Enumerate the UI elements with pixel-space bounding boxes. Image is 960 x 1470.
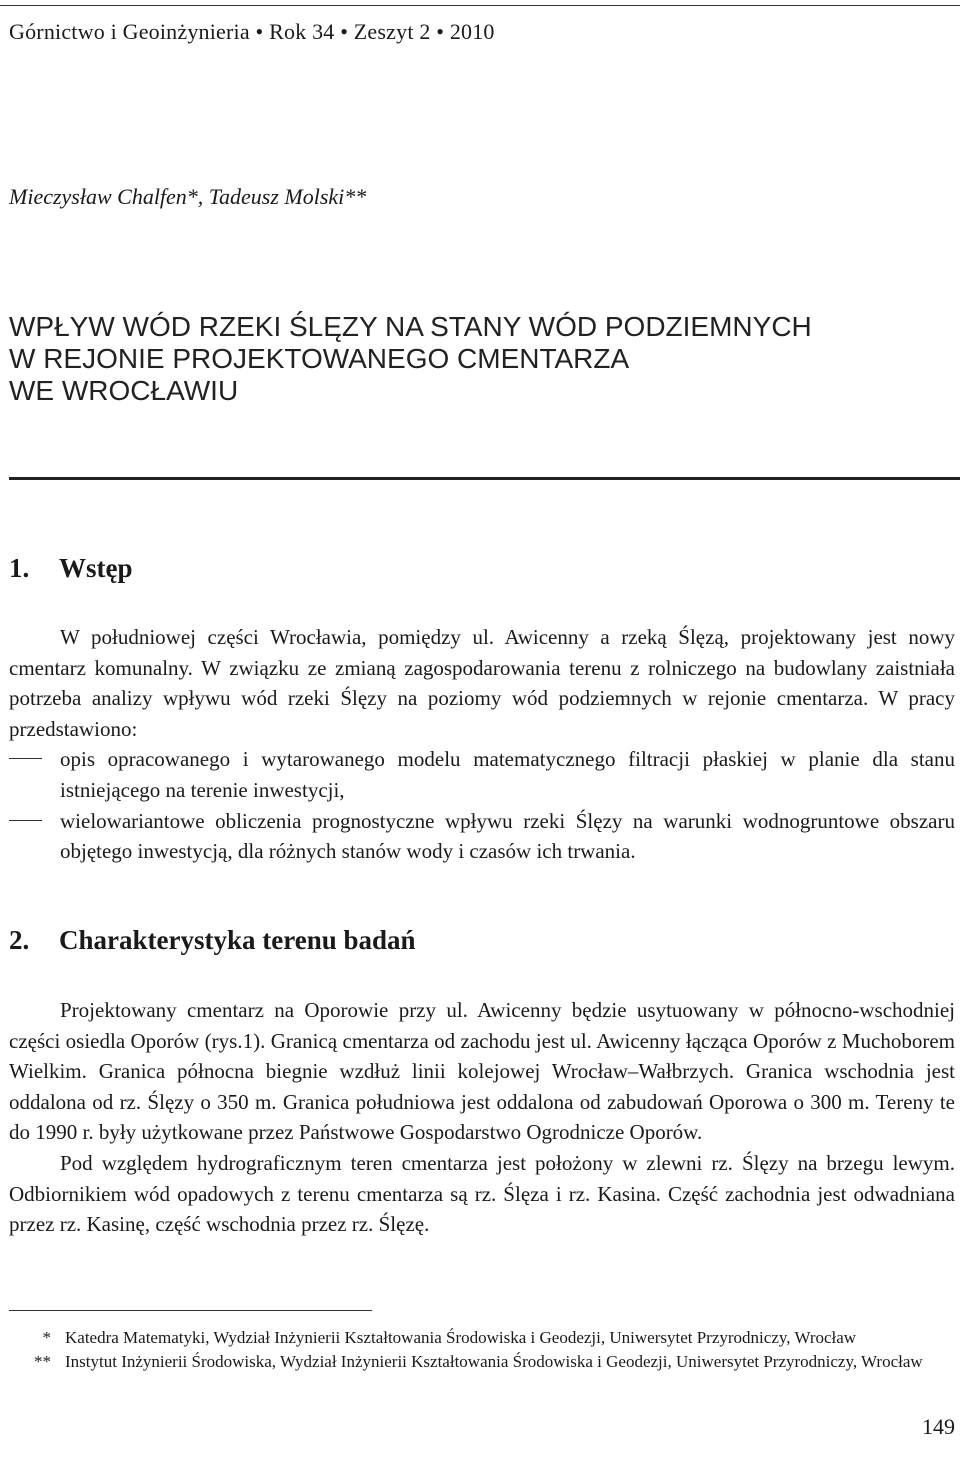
footnote-rule xyxy=(9,1310,372,1311)
section-number: 1. xyxy=(9,553,30,583)
top-rule xyxy=(0,5,960,6)
footnotes xyxy=(9,1326,955,1374)
footnote-mark: * xyxy=(42,1328,51,1347)
paragraph: Pod względem hydrograficznym teren cmentarza jest położony w zlewni rz. Ślęzy na brzegu lewym. Odbiornikiem wód opadowych z terenu cmentarza są rz. Ślęza i rz. Kasina. Część zachodnia jest odwadniana przez rz. Kasinę, część wschodnia przez rz. Ślęzę. xyxy=(9,1150,955,1237)
dash-bullet xyxy=(9,758,42,759)
footnote-mark: ** xyxy=(34,1352,51,1371)
dash-bullet xyxy=(9,820,42,821)
list-item-text: wielowariantowe obliczenia prognostyczne wpływu rzeki Ślęzy na warunki wodnogruntowe obszaru objętego inwestycją, dla różnych stanów wody i czasów ich trwania. xyxy=(60,808,955,864)
section-heading-1 xyxy=(9,553,133,584)
title-line: W REJONIE PROJEKTOWANEGO CMENTARZA xyxy=(9,343,630,374)
title-rule xyxy=(9,477,960,480)
list-item xyxy=(9,806,955,867)
paragraph: W południowej części Wrocławia, pomiędzy ul. Awicenny a rzeką Ślęzą, projektowany jest nowy cmentarz komunalny. W związku ze zmianą zagospodarowania terenu z rolniczego na budowlany zaistniała potrzeba analizy wpływu wód rzeki Ślęzy na poziomy wód podziemnych w rejonie cmentarza. W pracy przedstawiono: xyxy=(9,625,955,741)
list-item xyxy=(9,744,955,805)
article-title xyxy=(9,311,812,407)
footnote-text: Katedra Matematyki, Wydział Inżynierii Kształtowania Środowiska i Geodezji, Uniwersytet Przyrodniczy, Wrocław xyxy=(65,1328,857,1347)
journal-header: Górnictwo i Geoinżynieria • Rok 34 • Zeszyt 2 • 2010 xyxy=(9,19,495,44)
paragraph: Projektowany cmentarz na Oporowie przy ul. Awicenny będzie usytuowany w północno-wschodniej części osiedla Oporów (rys.1). Granicą cmentarza od zachodu jest ul. Awicenny łącząca Oporów z Muchoborem Wielkim. Granica północna biegnie wzdłuż linii kolejowej Wrocław–Wałbrzych. Granica wschodnia jest oddalona od rz. Ślęzy o 350 m. Granica południowa jest oddalona od zabudowań Oporowa o 300 m. Tereny te do 1990 r. były użytkowane przez Państwowe Gospodarstwo Ogrodnicze Oporów. xyxy=(9,998,955,1145)
footnote xyxy=(9,1326,955,1350)
authors: Mieczysław Chalfen*, Tadeusz Molski** xyxy=(9,184,367,209)
title-line: WPŁYW WÓD RZEKI ŚLĘZY NA STANY WÓD PODZIEMNYCH xyxy=(9,311,812,342)
section-number: 2. xyxy=(9,925,30,955)
section-2-body xyxy=(9,995,955,1240)
page-number: 149 xyxy=(922,1414,955,1439)
footnote xyxy=(9,1350,955,1374)
list-item-text: opis opracowanego i wytarowanego modelu matematycznego filtracji płaskiej w planie dla stanu istniejącego na terenie inwestycji, xyxy=(60,747,955,802)
section-title: Wstęp xyxy=(59,553,133,583)
section-title: Charakterystyka terenu badań xyxy=(59,925,416,955)
section-1-body xyxy=(9,622,955,867)
section-heading-2 xyxy=(9,925,416,956)
title-line: WE WROCŁAWIU xyxy=(9,375,239,406)
footnote-text: Instytut Inżynierii Środowiska, Wydział Inżynierii Kształtowania Środowiska i Geodezji, Uniwersytet Przyrodniczy, Wrocław xyxy=(65,1352,923,1371)
